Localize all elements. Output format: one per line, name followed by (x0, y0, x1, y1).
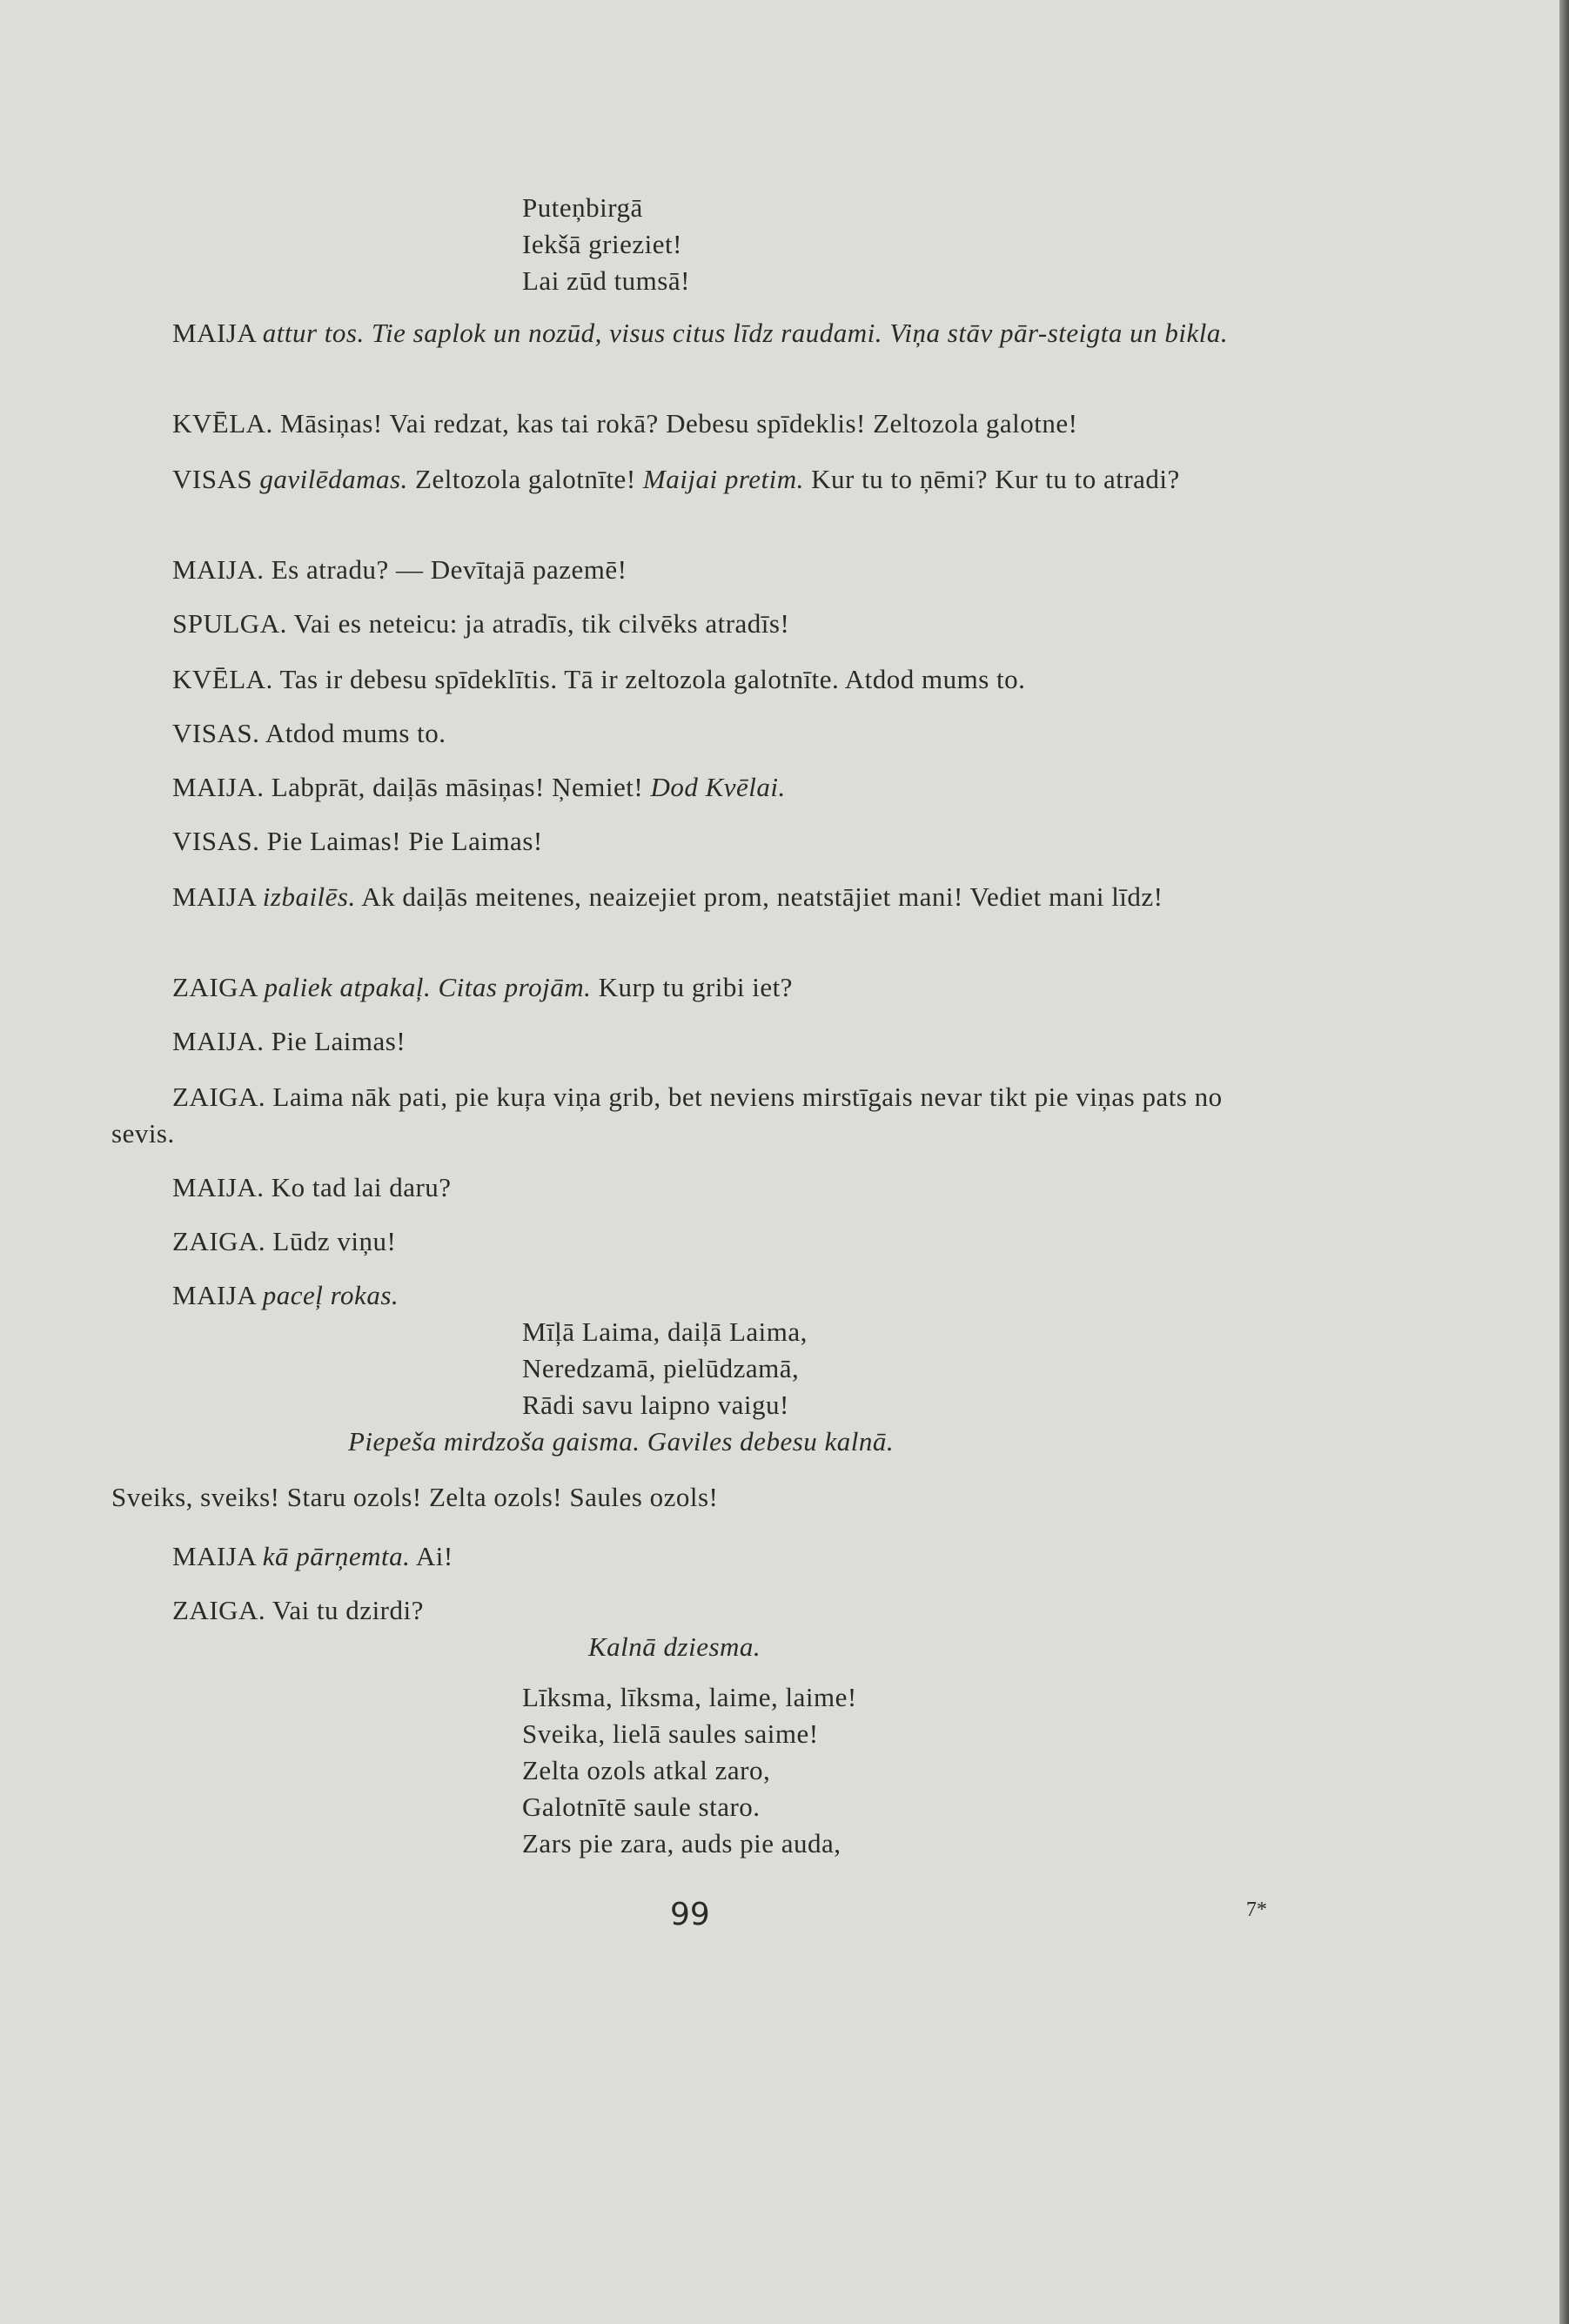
verse-line: Līksma, līksma, laime, laime! (522, 1682, 857, 1712)
stage-direction-center: Piepeša mirdzoša gaisma. Gaviles debesu kalnā. (348, 1426, 895, 1457)
verse-song (522, 1679, 857, 1862)
paragraph-visas-1: VISAS gavilēdamas. Zeltozola galotnīte! Maijai pretim. Kur tu to ņēmi? Kur tu to atradi? (172, 464, 1180, 494)
paragraph-zaiga-4: ZAIGA. Vai tu dzirdi? (172, 1595, 424, 1625)
paragraph-zaiga-1: ZAIGA paliek atpakaļ. Citas projām. Kurp tu gribi iet? (172, 972, 793, 1002)
verse-line: Lai zūd tumsā! (522, 265, 690, 296)
verse-line: Iekšā grieziet! (522, 229, 682, 259)
paragraph-maija-5: MAIJA. Ko tad lai daru? (172, 1172, 452, 1202)
page-edge (1559, 0, 1569, 2324)
paragraph-visas-3: VISAS. Pie Laimas! Pie Laimas! (172, 826, 543, 856)
paragraph-visas-2: VISAS. Atdod mums to. (172, 718, 446, 748)
verse-line: Rādi savu laipno vaigu! (522, 1390, 789, 1420)
song-title: Kalnā dziesma. (588, 1631, 761, 1662)
verse-line: Neredzamā, pielūdzamā, (522, 1353, 800, 1383)
paragraph-maija-3: MAIJA izbailēs. Ak daiļās meitenes, neaizejiet prom, neatstājiet mani! Vediet mani līdz! (172, 881, 1163, 912)
paragraph-sveiks: Sveiks, sveiks! Staru ozols! Zelta ozols! Saules ozols! (111, 1482, 719, 1512)
paragraph-kvela-1: KVĒLA. Māsiņas! Vai redzat, kas tai rokā? Debesu spīdeklis! Zeltozola galotne! (172, 408, 1078, 439)
paragraph-zaiga-2: ZAIGA. Laima nāk pati, pie kuŗa viņa grib, bet neviens mirstīgais nevar tikt pie viņas pats no sevis. (111, 1082, 1223, 1149)
page-number: 99 (670, 1897, 710, 1932)
verse-line: Sveika, lielā saules saime! (522, 1718, 819, 1749)
verse-line: Zelta ozols atkal zaro, (522, 1755, 771, 1785)
signature-mark: 7* (1246, 1899, 1267, 1921)
paragraph-kvela-2: KVĒLA. Tas ir debesu spīdeklītis. Tā ir zeltozola galotnīte. Atdod mums to. (172, 664, 1026, 694)
paragraph-maija-2: MAIJA. Labprāt, daiļās māsiņas! Ņemiet! Dod Kvēlai. (172, 772, 786, 802)
paragraph-spulga: SPULGA. Vai es neteicu: ja atradīs, tik cilvēks atradīs! (172, 608, 790, 639)
paragraph-maija-attur: MAIJA attur tos. Tie saplok un nozūd, visus citus līdz raudami. Viņa stāv pār-steigta un bikla. (172, 318, 1229, 348)
verse-line: Galotnītē saule staro. (522, 1792, 761, 1822)
verse-line: Mīļā Laima, daiļā Laima, (522, 1316, 808, 1347)
verse-line: Zars pie zara, auds pie auda, (522, 1828, 841, 1859)
paragraph-maija-1: MAIJA. Es atradu? — Devītajā pazemē! (172, 554, 627, 585)
paragraph-zaiga-3: ZAIGA. Lūdz viņu! (172, 1226, 397, 1256)
verse-line: Puteņbirgā (522, 192, 643, 223)
paragraph-maija-6: MAIJA paceļ rokas. (172, 1280, 399, 1310)
paragraph-maija-7: MAIJA kā pārņemta. Ai! (172, 1541, 453, 1571)
verse-prayer (522, 1314, 808, 1423)
verse-puteņbirga (522, 190, 690, 299)
paragraph-maija-4: MAIJA. Pie Laimas! (172, 1026, 406, 1056)
